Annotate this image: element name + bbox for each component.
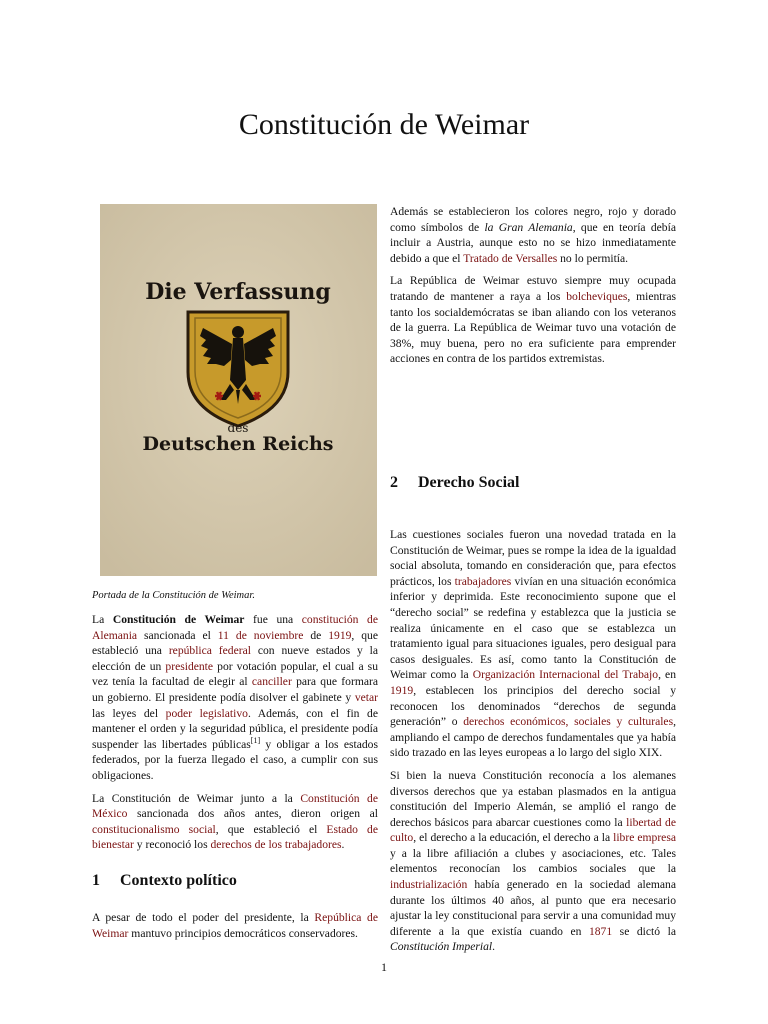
text-run: . <box>341 838 345 852</box>
wiki-link[interactable]: Constitución de México <box>92 791 378 821</box>
text-run: , ampliando el campo de derechos fundamentales que ya había sido trazado en las leyes europeas a lo largo del siglo XIX. <box>390 715 676 760</box>
cover-title-line2: des <box>227 421 249 435</box>
wiki-link[interactable]: Estado de bienestar <box>92 822 379 852</box>
text-run: Además se establecieron los colores negro, rojo y dorado como símbolos de <box>390 205 676 234</box>
wiki-link[interactable]: constitucionalismo social <box>92 822 216 836</box>
text-run: La República de Weimar estuvo siempre muy ocupada tratando de mantener a raya a los <box>390 274 676 303</box>
wiki-link[interactable]: república federal <box>168 644 251 658</box>
wiki-link[interactable]: vetar <box>354 690 378 704</box>
bold-term: Constitución de Weimar <box>112 613 245 626</box>
paragraph <box>92 791 378 853</box>
text-run: por votación popular, el cual a su vez tenía la facultad de elegir al <box>92 659 378 689</box>
wiki-link[interactable]: derechos de los trabajadores <box>210 838 342 852</box>
text-run: A pesar de todo el poder del presidente, la <box>92 911 315 924</box>
text-run: La Constitución de Weimar junto a la <box>92 791 301 805</box>
cover-illustration <box>100 204 377 576</box>
wiki-link[interactable]: constitución de Alemania <box>92 613 378 642</box>
cover-image <box>100 204 377 576</box>
text-run: . <box>492 940 495 954</box>
page-title: Constitución de Weimar <box>238 108 530 141</box>
wiki-link[interactable]: 1871 <box>588 924 613 938</box>
section-heading-contexto <box>92 872 237 890</box>
right-column-bottom <box>390 527 676 962</box>
wiki-link[interactable]: República de Weimar <box>92 911 378 940</box>
text-run: sancionada dos años antes, dieron origen al <box>127 807 378 821</box>
text-run: con nueve estados y la elección de un <box>92 644 378 673</box>
wiki-link[interactable]: derechos económicos, sociales y culturales <box>463 715 674 729</box>
cover-title-line1: Die Verfassung <box>145 279 331 305</box>
figure-caption: Portada de la Constitución de Weimar. <box>92 590 255 601</box>
cover-title-line3: Deutschen Reichs <box>142 433 334 455</box>
text-run: las leyes del <box>92 706 166 720</box>
paragraph <box>390 204 676 266</box>
text-run: fue una <box>244 613 302 626</box>
wiki-link[interactable]: 1919 <box>328 628 352 642</box>
text-run: mantuvo principios democráticos conservadores. <box>128 926 358 940</box>
text-run: , en <box>658 668 676 682</box>
italic-term: Constitución Imperial <box>390 940 493 954</box>
wiki-link[interactable]: trabajadores <box>454 574 512 588</box>
paragraph <box>92 910 378 941</box>
italic-term: la Gran Alemania <box>484 220 573 234</box>
left-column-bottom <box>92 910 378 948</box>
wiki-link[interactable]: presidente <box>165 659 214 673</box>
text-run: , que en teoría debía incluir a Austria, aunque esto no se hizo inmediatamente debido a que el <box>390 220 676 265</box>
text-run: La <box>92 613 113 626</box>
text-run: y obligar a los estados federados, por la fuerza llegado el caso, a cumplir con sus obligaciones. <box>92 737 378 782</box>
section-number: 2 <box>390 474 398 491</box>
text-run: y reconoció los <box>133 838 211 852</box>
section-number: 1 <box>92 872 100 889</box>
wiki-link[interactable]: canciller <box>251 675 292 689</box>
text-run: , establecen los principios del derecho social y reconocen los denominados “derechos de segunda generación” o <box>390 683 676 729</box>
wiki-link[interactable]: bolcheviques <box>566 289 628 303</box>
paragraph <box>390 527 676 761</box>
text-run: había generado en la sociedad alemana durante los últimos 40 años, al punto que era necesario ajustar la ley constitucional para servir a una comunidad muy diferente a la que existía cuando en <box>390 878 676 938</box>
wiki-link[interactable]: 11 de noviembre <box>217 628 304 642</box>
text-run: , mientras tanto los socialdemócratas se iban aliando con los veteranos de la guerra. La República de Weimar tuvo una votación de 38%, muy buena, pero no era suficiente para emprender acciones en contra de los partidos extremistas. <box>390 289 676 366</box>
wiki-link[interactable]: 1919 <box>390 683 414 697</box>
wiki-link[interactable]: industrialización <box>390 878 468 892</box>
text-run: . Además, con el fin de mantener el orden y la seguridad pública, el presidente podía suspender las libertades públicas <box>92 706 378 751</box>
paragraph <box>390 768 676 955</box>
text-run: , que estableció el <box>215 822 327 836</box>
right-column-top <box>390 204 676 374</box>
section-title: Derecho Social <box>418 474 520 491</box>
text-run: , el derecho a la educación, el derecho a la <box>413 831 614 845</box>
text-run: para que formara un gobierno. El presidente podía disolver el gabinete y <box>92 675 378 704</box>
wiki-link[interactable]: libre empresa <box>613 831 676 845</box>
text-run: no lo permitía. <box>557 251 629 265</box>
text-run: sancionada el <box>137 628 218 642</box>
text-run: y a la libre afiliación a clubes y asociaciones, etc. Tales elementos reconocían los cambios sociales que la <box>390 846 676 876</box>
section-heading-derecho-social <box>390 474 519 492</box>
text-run: se dictó la <box>612 924 676 938</box>
wiki-link[interactable]: Tratado de Versalles <box>463 251 558 265</box>
page-number: 1 <box>381 960 387 974</box>
text-run: , que estableció una <box>92 628 378 658</box>
paragraph <box>390 273 676 367</box>
wiki-link[interactable]: poder legislativo <box>165 706 248 720</box>
wiki-link[interactable]: Organización Internacional del Trabajo <box>472 668 659 682</box>
text-run: Las cuestiones sociales fueron una novedad tratada en la Constitución de Weimar, pues se rompe la idea de la igualdad social absoluta, tomando en consideración que, para efectos prácticos, los <box>390 528 676 588</box>
text-run: de <box>303 628 329 642</box>
left-column <box>92 612 378 860</box>
text-run: vivían en una situación económica inferior y deprimida. Este reconocimiento supone que el “derecho social” se redefina y establezca que la justicia se realiza únicamente en el caso que se establezca un tratamiento igual para situaciones iguales, pero desigual para casos desiguales. Es así, como tanto la Constitución de Weimar como la <box>390 574 676 682</box>
text-run: Si bien la nueva Constitución reconocía a los alemanes diversos derechos que ya estaban plasmados en la antigua constitución del Imperio Alemán, se amplió el rango de derechos básicos para abarcar cuestiones como la <box>390 768 676 829</box>
footnote-ref[interactable]: [1] <box>250 735 261 745</box>
paragraph <box>92 612 378 784</box>
section-title: Contexto político <box>120 872 237 889</box>
wiki-link[interactable]: libertad de culto <box>390 815 676 845</box>
